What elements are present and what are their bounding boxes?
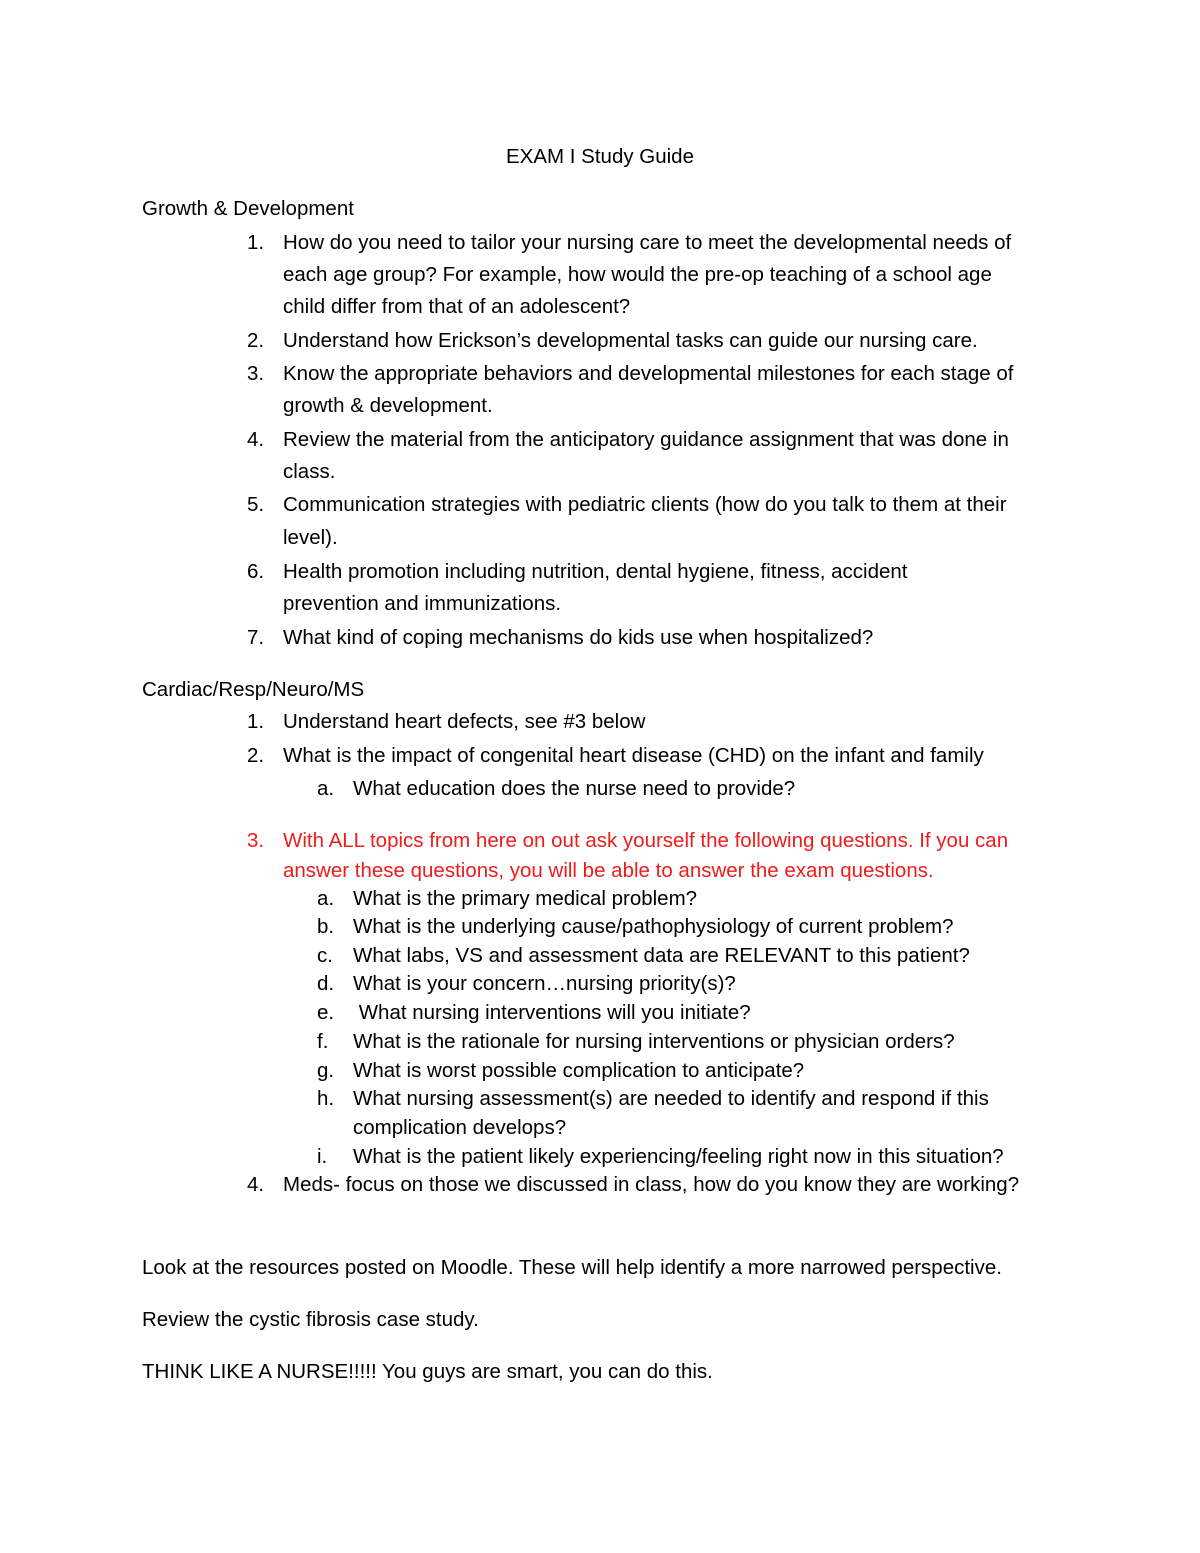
list-item-line: Meds- focus on those we discussed in class, how do you know they are working? — [283, 1173, 1020, 1196]
emphasis-line: With ALL topics from here on out ask yourself the following questions. If you can — [283, 829, 1009, 852]
list-item-line: Understand heart defects, see #3 below — [283, 710, 646, 733]
sub-list-letter: h. — [317, 1087, 335, 1110]
sub-list-item-line: What education does the nurse need to provide? — [353, 777, 796, 800]
list-item-line: child differ from that of an adolescent? — [283, 295, 631, 318]
section-heading-growth-development: Growth & Development — [142, 197, 354, 220]
list-number: 4. — [247, 428, 265, 451]
list-item-line: Communication strategies with pediatric clients (how do you talk to them at their — [283, 493, 1007, 516]
sub-list-letter: c. — [317, 944, 333, 967]
sub-list-item-line: What is the underlying cause/pathophysiology of current problem? — [353, 915, 954, 938]
list-number: 1. — [247, 710, 265, 733]
list-item-line: What kind of coping mechanisms do kids use when hospitalized? — [283, 626, 874, 649]
sub-list-item-line: What nursing interventions will you initiate? — [353, 1001, 751, 1024]
closing-paragraph: THINK LIKE A NURSE!!!!! You guys are smart, you can do this. — [142, 1360, 713, 1383]
list-number: 2. — [247, 744, 265, 767]
list-item-line: Health promotion including nutrition, dental hygiene, fitness, accident — [283, 560, 908, 583]
list-item-line: level). — [283, 526, 338, 549]
sub-list-item-line: What is your concern…nursing priority(s)? — [353, 972, 736, 995]
list-item-line: prevention and immunizations. — [283, 592, 562, 615]
sub-list-item-line: What nursing assessment(s) are needed to identify and respond if this — [353, 1087, 989, 1110]
sub-list-letter: d. — [317, 972, 335, 995]
sub-list-item-line: What is the patient likely experiencing/feeling right now in this situation? — [353, 1145, 1004, 1168]
list-item-line: Know the appropriate behaviors and developmental milestones for each stage of — [283, 362, 1014, 385]
list-item-line: What is the impact of congenital heart disease (CHD) on the infant and family — [283, 744, 984, 767]
list-item-line: How do you need to tailor your nursing care to meet the developmental needs of — [283, 231, 1012, 254]
list-number: 5. — [247, 493, 265, 516]
sub-list-letter: g. — [317, 1059, 335, 1082]
list-number: 4. — [247, 1173, 265, 1196]
sub-list-item-line: What labs, VS and assessment data are RELEVANT to this patient? — [353, 944, 970, 967]
list-number: 2. — [247, 329, 265, 352]
document-title: EXAM I Study Guide — [505, 145, 694, 168]
list-item-line: Review the material from the anticipatory guidance assignment that was done in — [283, 428, 1009, 451]
closing-paragraph: Look at the resources posted on Moodle. These will help identify a more narrowed perspective. — [142, 1256, 1002, 1279]
sub-list-item-line: complication develops? — [353, 1116, 567, 1139]
section-heading-cardiac-resp-neuro-ms: Cardiac/Resp/Neuro/MS — [142, 678, 365, 701]
sub-list-letter: a. — [317, 887, 335, 910]
sub-list-item-line: What is worst possible complication to anticipate? — [353, 1059, 805, 1082]
list-number: 7. — [247, 626, 265, 649]
list-item-line: Understand how Erickson’s developmental tasks can guide our nursing care. — [283, 329, 978, 352]
list-item-line: class. — [283, 460, 336, 483]
sub-list-letter: i. — [317, 1145, 328, 1168]
list-item-line: growth & development. — [283, 394, 493, 417]
emphasis-line: answer these questions, you will be able to answer the exam questions. — [283, 859, 934, 882]
sub-list-letter: e. — [317, 1001, 335, 1024]
list-number: 3. — [247, 362, 265, 385]
list-number: 1. — [247, 231, 265, 254]
sub-list-item-line: What is the primary medical problem? — [353, 887, 698, 910]
list-number-emphasis: 3. — [247, 829, 265, 852]
list-item-line: each age group? For example, how would the pre-op teaching of a school age — [283, 263, 992, 286]
sub-list-item-line: What is the rationale for nursing interventions or physician orders? — [353, 1030, 955, 1053]
list-number: 6. — [247, 560, 265, 583]
closing-paragraph: Review the cystic fibrosis case study. — [142, 1308, 479, 1331]
sub-list-letter: b. — [317, 915, 335, 938]
sub-list-letter: a. — [317, 777, 335, 800]
sub-list-letter: f. — [317, 1030, 329, 1053]
